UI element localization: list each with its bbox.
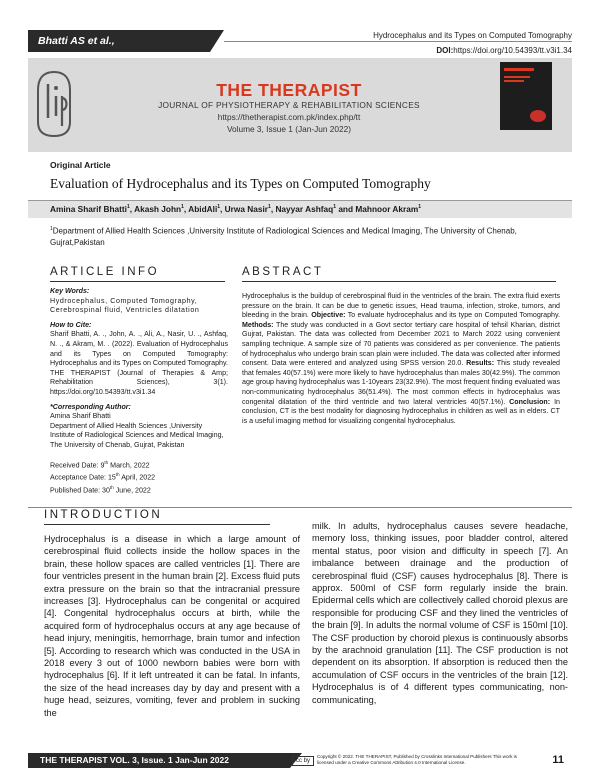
introduction-rule — [44, 524, 270, 525]
cover-line — [504, 80, 524, 82]
article-info-heading: ARTICLE INFO — [50, 266, 160, 278]
accepted-date: Acceptance Date: 15th April, 2022 — [50, 472, 156, 482]
keywords-label: Key Words: — [50, 287, 90, 295]
methods-label: Methods: — [242, 320, 274, 329]
affiliation-sup: 1 — [50, 226, 53, 232]
affiliation — [50, 224, 560, 249]
cover-title-bar — [504, 68, 534, 71]
author-list: Amina Sharif Bhatti$^1$, Akash John$^1$, AbidAli$^1$, Urwa Nasir$^1$, Nayyar Ashfaq$^1$ and Mahnoor Akram$^1$ — [50, 204, 422, 214]
published-date: Published Date: 30th June, 2022 — [50, 485, 151, 495]
header-rule — [224, 41, 572, 42]
journal-logo-icon — [34, 70, 74, 138]
results-label: Results: — [466, 359, 495, 368]
doi-line — [436, 46, 572, 55]
footer-journal-tab: THE THERAPIST VOL. 3, Issue. 1 Jan-Jun 2022 — [28, 753, 290, 768]
received-date: Received Date: 9th March, 2022 — [50, 459, 150, 469]
citation: Sharif Bhatti, A. ., John, A. ., Ali, A., Nasir, U. ., Ashfaq, N. ., & Akram, M. . (2022). Evaluation of Hydrocephalus and its Types on Computed Tomography: Hydrocephalus and its Types on Computed Tomography. THE THERAPIST (Journal of Therapies & Amp; Rehabilitation Sciences), 3(1). https://doi.org/10.54393/tt.v3i1.34 — [50, 330, 228, 396]
doi-label: DOI: — [436, 46, 454, 55]
page-number: 11 — [552, 754, 564, 766]
intro-column-left: Hydrocephalus is a disease in which a large amount of cerebrospinal fluid collects inside the hollow spaces in the brain, these hollow spaces are called ventricles [1]. There are four ventricles present in the human brain [2]. Excess fluid puts extra pressure on the brain so that the intracranial pressure increases [3]. Hydrocephalus can be congenital or acquired [4]. Congenital hydrocephalus occurs at birth, while the acquired form of hydrocephalus occurs at any age because of head injury, meningitis, hemorrhage, brain tumor and infection [5]. According to research which was conducted in the USA in 2018 every 3 out of 1000 newborn babies were born with hydrocephalus [6]. If it left untreated it can be fatal. In infants, the size of the head increases day by day and present with a huge head, seizures, vomiting, fever and problem in sucking the — [44, 534, 300, 718]
journal-subtitle: JOURNAL OF PHYSIOTHERAPY & REHABILITATION SCIENCES — [158, 100, 420, 110]
keywords: Hydrocephalus, Computed Tomography, Cerebrospinal fluid, Ventricles dilatation — [50, 296, 200, 315]
author-name: Amina Sharif Bhatti — [50, 204, 127, 214]
journal-name: THE THERAPIST — [216, 80, 362, 100]
abstract-intro: Hydrocephalus is the buildup of cerebrospinal fluid in the ventricles of the brain. The extra fluid exerts pressure on the brain. It can be due to genetic issues, Head trauma, infection, stroke, tumors, and bleeding in the brain. — [242, 292, 560, 320]
article-dates — [50, 458, 228, 497]
introduction-heading: INTRODUCTION — [44, 509, 163, 521]
abstract-rule — [242, 281, 556, 282]
copyright-notice: Copyright © 2022. THE THERAPIST, Published by Crosslinks International Publishers This work is licensed under a Creative Commons Attribution 4.0 International License. — [317, 754, 517, 765]
affiliation-text: Department of Allied Health Sciences ,University Institute of Radiological Sciences and Medical Imaging, The University of Chenab, Gujrat,Pakistan — [50, 226, 517, 248]
author-sup: 1 — [418, 204, 422, 211]
section-divider — [28, 507, 572, 508]
conclusion-text: In conclusion, CT is the best modality for diagnosing hydrocephalus in children as well as in elders. CT is a useful imaging method for visualizing congenital hydrocephalus. — [242, 397, 561, 425]
journal-volume: Volume 3, Issue 1 (Jan-Jun 2022) — [226, 124, 352, 134]
article-info-rule — [50, 281, 225, 282]
author-tab: Bhatti AS et al., — [28, 30, 210, 52]
cite-label: How to Cite: — [50, 320, 92, 329]
author-sup: 1 — [268, 204, 271, 211]
author-sup: 1 — [333, 204, 337, 211]
cc-license-icon[interactable]: cc by — [292, 756, 314, 766]
objective-text: To evaluate hydrocephalus and its type on Computed Tomography. — [345, 311, 560, 320]
results-text: This study revealed that females 40(57.1%) were more likely to have hydrocephalus than males 30(42.9%). The common age group having hydrocephalus was 1-10years 23(32.9%). The most frequent finding evaluated was non-communicating hydrocephalus 36(51.4%). The most common effects in hydrocephalus was congenital dilatation of the third ventricle and two lateral ventricles 40(57.1%). — [242, 359, 560, 406]
author-name: Nayyar Ashfaq — [275, 204, 334, 214]
author-sup: 1 — [127, 204, 130, 211]
author-name: Mahnoor Akram — [355, 204, 419, 214]
cover-line — [504, 76, 530, 78]
corresponding-name: Amina Sharif Bhatti — [50, 412, 111, 421]
objective-label: Objective: — [311, 311, 346, 320]
article-title: Evaluation of Hydrocephalus and its Types on Computed Tomography — [50, 176, 431, 191]
author-sup: 1 — [217, 204, 221, 211]
methods-text: The study was conducted in a Govt sector tertiary care hospital of tehsil Kharian, district Gujrat, Pakistan. The data was collected from December 2021 to March 2022 using convenient sampling technique. A sample size of 70 patients was considered as per convenience. The patients of hydrocephalus who undergo brain scan plain were included. The data was collected after informed consent. Data were entered and analyzed using SPSS version 20.0. — [242, 320, 560, 368]
article-type: Original Article — [50, 160, 111, 170]
corresponding-affiliation: Department of Allied Health Sciences ,University Institute of Radiological Sciences and Medical Imaging, The University of Chenab, Gujrat, Pakistan — [50, 421, 224, 449]
intro-column-right: milk. In adults, hydrocephalus causes severe headache, memory loss, thinking issues, poor bladder control, altered mental status, poor vision and difficulty in speech [7]. An imbalance between drainage and the production of cerebrospinal fluid (CSF) causes hydrocephalus [8]. There is approx. 500ml of CSF form regularly inside the brain. Epidermal cells which are collectively called choroid plexus are responsible for producing CSF and they lined the ventricles of the brain [9]. In adults the normal volume of CSF is 150ml [10]. The CSF production by choroid plexus is continuously absorbs by the arachnoid granulation [11]. The CSF production is not dependent on its absorption. If absorption is reduced then the accumulation of CSF occurs in the ventricles of the brain [12]. Hydrocephalus is of 4 different types communicating, non-communicating, — [312, 521, 568, 705]
author-name: Urwa Nasir — [224, 204, 269, 214]
journal-url-link[interactable]: https://thetherapist.com.pk/index.php/tt — [217, 112, 361, 122]
article-info — [50, 287, 228, 496]
author-sup: 1 — [181, 204, 184, 211]
cover-illustration — [530, 110, 546, 122]
abstract-heading: ABSTRACT — [242, 266, 324, 278]
author-name: Akash John — [134, 204, 182, 214]
running-title: Hydrocephalus and its Types on Computed Tomography — [373, 31, 572, 40]
author-name: AbidAli — [188, 204, 218, 214]
corresponding-label: *Corresponding Author: — [50, 402, 131, 411]
conclusion-label: Conclusion: — [509, 397, 551, 406]
journal-cover-image — [500, 62, 552, 130]
abstract-body — [242, 292, 560, 426]
doi-link[interactable]: https://doi.org/10.54393/tt.v3i1.34 — [453, 46, 572, 55]
